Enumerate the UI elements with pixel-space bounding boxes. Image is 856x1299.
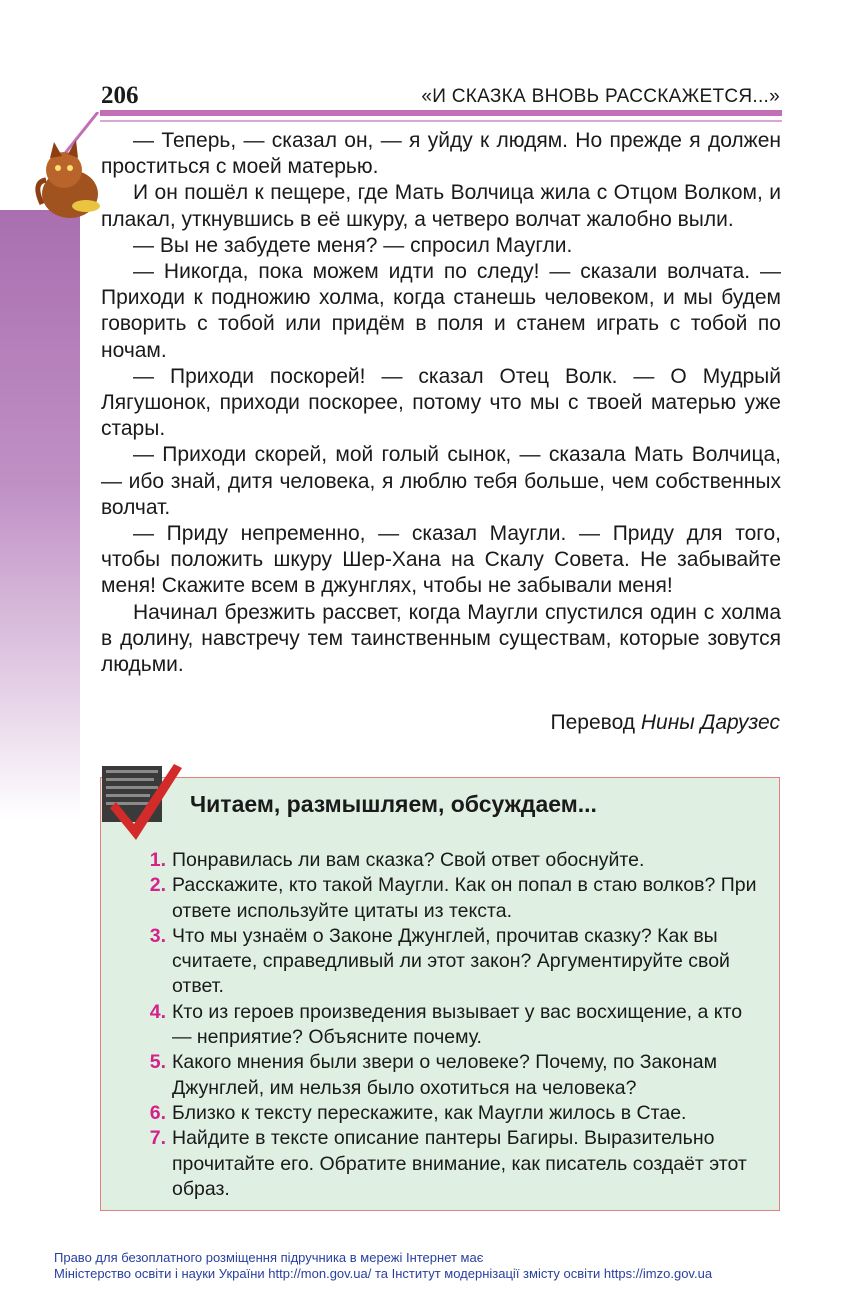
header-rule [100, 110, 782, 116]
question-text: Близко к тексту перескажите, как Маугли жилось в Стае. [172, 1101, 687, 1124]
question-item [136, 924, 766, 1000]
story-paragraph: И он пошёл к пещере, где Мать Волчица жила с Отцом Волком, и плакал, уткнувшись в её шкуру, а четверо волчат жалобно выли. [101, 181, 781, 231]
question-number: 5. [149, 1051, 166, 1074]
license-line-2: Міністерство освіти і науки України http://mon.gov.ua/ та Інститут модернізації змісту освіти https://imzo.gov.ua [54, 1265, 713, 1281]
header-rule-thin [100, 120, 782, 122]
question-item [136, 848, 766, 873]
story-paragraph: Начинал брезжить рассвет, когда Маугли спустился один с холма в долину, навстречу тем таинственным существам, которые зовутся людьми. [101, 600, 781, 677]
questions-list [136, 848, 766, 1202]
question-text: Расскажите, кто такой Маугли. Как он попал в стаю волков? При ответе используйте цитаты из текста. [172, 874, 757, 922]
question-text: Понравилась ли вам сказка? Свой ответ обоснуйте. [172, 849, 645, 871]
question-item [136, 1000, 766, 1051]
checkmark-icon [100, 762, 184, 842]
story-paragraph: — Никогда, пока можем идти по следу! — сказали волчата. — Приходи к подножию холма, когда станешь человеком, и мы будем говорить с тобой или придём в поля и станем играть с тобой по ночам. [101, 260, 781, 362]
question-number: 2. [149, 874, 166, 897]
story-paragraph: — Приходи скорей, мой голый сынок, — сказала Мать Волчица, — ибо знай, дитя человека, я люблю тебя больше, чем собственных волчат. [101, 443, 781, 519]
translation-credit [551, 711, 780, 735]
question-item [136, 1101, 766, 1126]
story-paragraph: — Теперь, — сказал он, — я уйду к людям. Но прежде я должен проститься с моей матерью. [101, 129, 781, 179]
question-text: Кто из героев произведения вызывает у вас восхищение, а кто — неприятие? Объясните почему. [172, 1000, 743, 1049]
side-decoration-band [0, 210, 80, 820]
question-item [136, 1050, 766, 1101]
question-item [136, 873, 766, 924]
question-item [136, 1126, 766, 1202]
question-text: Что мы узнаём о Законе Джунглей, прочитав сказку? Как вы считаете, справедливый ли этот закон? Аргументируйте свой ответ. [172, 924, 730, 998]
translation-prefix: Перевод [550, 711, 636, 734]
questions-title: Читаем, размышляем, обсуждаем... [190, 791, 597, 817]
page-number: 206 [101, 82, 139, 109]
license-line-1: Право для безоплатного розміщення підручника в мережі Інтернет має [54, 1250, 484, 1265]
translator-name: Нины Дарузес [640, 711, 780, 734]
question-number: 7. [149, 1127, 166, 1150]
story-paragraph: — Вы не забудете меня? — спросил Маугли. [133, 233, 573, 257]
cat-mascot-icon [28, 112, 110, 232]
question-number: 1. [149, 849, 166, 871]
story-paragraph: — Приходи поскорей! — сказал Отец Волк. — О Мудрый Лягушонок, приходи поскорее, потому что мы с твоей матерью уже стары. [101, 364, 781, 441]
question-number: 4. [149, 1000, 166, 1023]
question-number: 3. [149, 924, 166, 947]
story-text [101, 128, 781, 678]
question-text: Какого мнения были звери о человеке? Почему, по Законам Джунглей, им нельзя было охотиться на человека? [172, 1051, 718, 1099]
running-title: «И СКАЗКА ВНОВЬ РАССКАЖЕТСЯ...» [421, 86, 780, 107]
license-footer [54, 1250, 712, 1281]
story-paragraph: — Приду непременно, — сказал Маугли. — Приду для того, чтобы положить шкуру Шер-Хана на Скалу Совета. Не забывайте меня! Скажите всем в джунглях, чтобы не забывали меня! [101, 522, 781, 598]
question-text: Найдите в тексте описание пантеры Багиры. Выразительно прочитайте его. Обратите внимание, как писатель создаёт этот образ. [172, 1127, 747, 1200]
question-number: 6. [149, 1101, 166, 1124]
